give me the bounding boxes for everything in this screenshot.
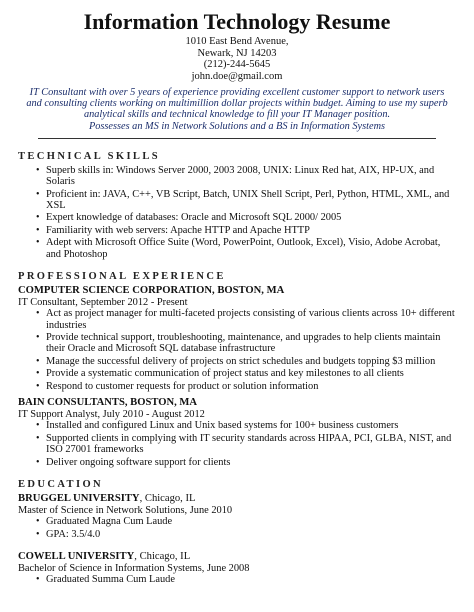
job-bullet: • Supported clients in complying with IT security standards across HIPAA, PCI, GLBA, NIST, and ISO 27001 frameworks: [46, 433, 456, 456]
resume-title: Information Technology Resume: [83, 9, 391, 34]
school-degree: Bachelor of Science in Information Systems, June 2008: [18, 562, 250, 574]
job-bullet: • Act as project manager for multi-faceted projects consisting of various clients across 10+ different industries: [46, 308, 456, 331]
contact-block: [18, 36, 456, 82]
section-heading-experience: PROFESSIONAL EXPERIENCE: [18, 271, 226, 283]
skill-item: • Familiarity with web servers: Apache HTTP and Apache HTTP: [46, 225, 456, 236]
phone-number: (212)-244-5645: [203, 59, 271, 70]
school-name: BRUGGEL UNIVERSITY: [18, 492, 140, 504]
summary-line: and consulting clients working on multimillion dollar projects within budget. Aiming to use my superb: [26, 98, 448, 110]
job-company: BAIN CONSULTANTS, BOSTON, MA: [18, 397, 198, 409]
summary-line: Possesses an MS in Network Solutions and a BS in Information Systems: [88, 120, 386, 132]
job-bullet: • Deliver ongoing software support for clients: [46, 457, 456, 468]
summary-paragraph: [18, 87, 456, 132]
address-line-1: 1010 East Bend Avenue,: [185, 36, 289, 47]
job-role: IT Support Analyst, July 2010 - August 2012: [18, 408, 205, 420]
job-bullet: • Respond to customer requests for product or solution information: [46, 381, 456, 392]
address-line-2: Newark, NJ 14203: [197, 47, 277, 59]
school-bullet: • GPA: 3.5/4.0: [46, 529, 456, 540]
school-location: , Chicago, IL: [139, 492, 196, 504]
summary-line: analytical skills and technical knowledge to fill your IT Manager position.: [83, 109, 391, 121]
summary-line: IT Consultant with over 5 years of experience providing excellent customer support to network users: [29, 87, 445, 98]
school-degree: Master of Science in Network Solutions, June 2010: [18, 504, 233, 516]
school-bullet: • Graduated Summa Cum Laude: [46, 574, 456, 585]
email-address: john.doe@gmail.com: [191, 70, 283, 82]
school-bullets: [18, 574, 456, 585]
school-heading: [18, 551, 456, 563]
school-bullets: [18, 516, 456, 540]
job-bullet: • Manage the successful delivery of projects on strict schedules and budgets topping $3 million: [46, 356, 456, 367]
skill-item: • Proficient in: JAVA, C++, VB Script, Batch, UNIX Shell Script, Perl, Python, HTML, XML, and XSL: [46, 189, 456, 212]
school-name: COWELL UNIVERSITY: [18, 550, 135, 562]
job-bullet: • Provide technical support, troubleshooting, maintenance, and upgrades to help clients maintain their Oracle and Microsoft SQL database infrastructure: [46, 332, 456, 355]
section-heading-skills: TECHNICAL SKILLS: [18, 150, 160, 162]
school-location: , Chicago, IL: [134, 550, 191, 562]
skill-item: • Superb skills in: Windows Server 2000, 2003 2008, UNIX: Linux Red hat, AIX, HP-UX, and Solaris: [46, 165, 456, 188]
job-role: IT Consultant, September 2012 - Present: [18, 296, 188, 308]
skill-item: • Expert knowledge of databases: Oracle and Microsoft SQL 2000/ 2005: [46, 212, 456, 223]
skills-list: [18, 165, 456, 260]
job-bullet: • Installed and configured Linux and Unix based systems for 100+ business customers: [46, 420, 456, 431]
job-bullets: [18, 420, 456, 468]
section-heading-education: EDUCATION: [18, 478, 103, 490]
skill-item: • Adept with Microsoft Office Suite (Word, PowerPoint, Outlook, Excel), Visio, Adobe Acrobat, and Photoshop: [46, 237, 456, 260]
school-bullet: • Graduated Magna Cum Laude: [46, 516, 456, 527]
job-bullets: [18, 308, 456, 392]
job-company: COMPUTER SCIENCE CORPORATION, BOSTON, MA: [18, 285, 285, 297]
school-heading: [18, 493, 456, 505]
spacer: [18, 541, 456, 549]
job-bullet: • Provide a systematic communication of project status and key milestones to all clients: [46, 368, 456, 379]
divider: [38, 138, 436, 139]
